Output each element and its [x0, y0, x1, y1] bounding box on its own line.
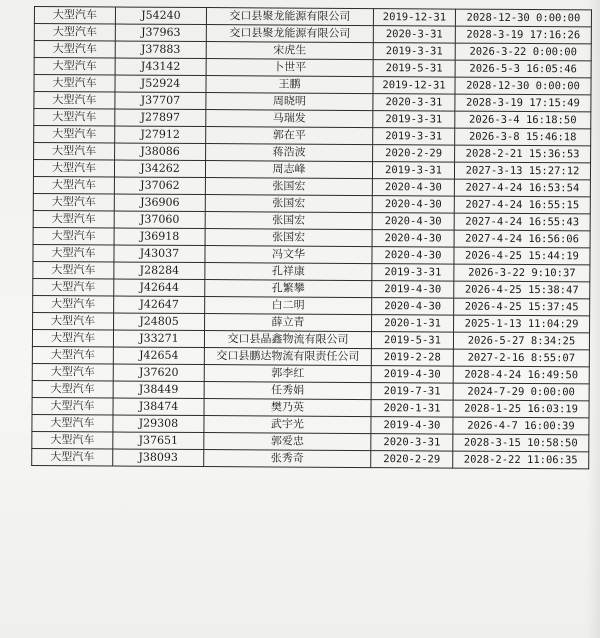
- cell-owner: 交口县晶鑫物流有限公司: [204, 331, 371, 349]
- cell-plate-number: J52924: [115, 75, 206, 93]
- cell-expiry-datetime: 2028-3-19 17:16:26: [455, 26, 591, 44]
- cell-plate-number: J37062: [114, 177, 205, 195]
- cell-start-date: 2019-3-31: [372, 162, 454, 180]
- cell-start-date: 2019-4-30: [371, 417, 453, 435]
- cell-vehicle-type: 大型汽车: [33, 244, 114, 261]
- cell-vehicle-type: 大型汽车: [33, 227, 114, 244]
- cell-vehicle-type: 大型汽车: [34, 58, 115, 75]
- cell-owner: 王鹏: [206, 76, 373, 94]
- cell-vehicle-type: 大型汽车: [32, 448, 113, 465]
- cell-owner: 冯文华: [205, 246, 372, 264]
- cell-start-date: 2019-2-28: [371, 349, 453, 367]
- cell-expiry-datetime: 2026-4-25 15:38:47: [454, 281, 590, 299]
- cell-vehicle-type: 大型汽车: [32, 414, 113, 431]
- cell-owner: 蒋浩波: [206, 144, 373, 162]
- cell-plate-number: J34262: [114, 160, 205, 178]
- cell-expiry-datetime: 2028-12-30 0:00:00: [455, 9, 591, 27]
- cell-plate-number: J37963: [115, 24, 206, 42]
- cell-start-date: 2020-2-29: [373, 145, 455, 163]
- cell-start-date: 2020-4-30: [372, 213, 454, 231]
- cell-expiry-datetime: 2028-1-25 16:03:19: [453, 400, 589, 418]
- cell-expiry-datetime: 2027-4-24 16:53:54: [454, 179, 590, 197]
- cell-owner: 武宇光: [204, 416, 371, 434]
- cell-start-date: 2020-1-31: [372, 315, 454, 333]
- cell-vehicle-type: 大型汽车: [32, 431, 113, 448]
- cell-owner: 张国宏: [205, 212, 372, 230]
- cell-vehicle-type: 大型汽车: [34, 109, 115, 126]
- cell-owner: 交口县聚龙能源有限公司: [206, 8, 373, 26]
- cell-owner: 张国宏: [205, 229, 372, 247]
- cell-owner: 郭爱忠: [204, 433, 371, 451]
- cell-expiry-datetime: 2028-3-19 17:15:49: [455, 94, 591, 112]
- cell-plate-number: J43037: [114, 245, 205, 263]
- cell-vehicle-type: 大型汽车: [32, 329, 113, 346]
- cell-vehicle-type: 大型汽车: [34, 41, 115, 58]
- cell-owner: 张国宏: [205, 178, 372, 196]
- cell-expiry-datetime: 2026-5-27 8:34:25: [453, 332, 589, 350]
- cell-owner: 白二明: [205, 297, 372, 315]
- cell-plate-number: J24805: [114, 313, 205, 331]
- cell-expiry-datetime: 2028-2-21 15:36:53: [455, 145, 591, 163]
- cell-expiry-datetime: 2027-4-24 16:55:43: [454, 213, 590, 231]
- cell-owner: 薛立青: [205, 314, 372, 332]
- table-row: [32, 448, 589, 468]
- cell-start-date: 2020-4-30: [372, 298, 454, 316]
- cell-start-date: 2020-2-29: [371, 451, 453, 469]
- cell-plate-number: J27897: [115, 109, 206, 127]
- cell-owner: 卜世平: [206, 59, 373, 77]
- cell-vehicle-type: 大型汽车: [34, 92, 115, 109]
- cell-owner: 张秀奇: [204, 450, 371, 468]
- cell-vehicle-type: 大型汽车: [33, 193, 114, 210]
- cell-plate-number: J36906: [114, 194, 205, 212]
- cell-vehicle-type: 大型汽车: [32, 346, 113, 363]
- cell-owner: 马瑞发: [206, 110, 373, 128]
- cell-owner: 周晓明: [206, 93, 373, 111]
- cell-start-date: 2019-4-30: [371, 366, 453, 384]
- cell-owner: 郭在平: [206, 127, 373, 145]
- table-body: [32, 7, 592, 469]
- cell-expiry-datetime: 2026-4-25 15:37:45: [454, 298, 590, 316]
- cell-vehicle-type: 大型汽车: [34, 75, 115, 92]
- cell-start-date: 2019-12-31: [373, 77, 455, 95]
- cell-vehicle-type: 大型汽车: [33, 278, 114, 295]
- cell-plate-number: J38449: [113, 381, 204, 399]
- cell-expiry-datetime: 2027-2-16 8:55:07: [453, 349, 589, 367]
- cell-start-date: 2020-4-30: [372, 179, 454, 197]
- cell-expiry-datetime: 2025-1-13 11:04:29: [454, 315, 590, 333]
- cell-plate-number: J42654: [113, 347, 204, 365]
- cell-start-date: 2020-1-31: [371, 400, 453, 418]
- cell-owner: 宋虎生: [206, 42, 373, 60]
- cell-expiry-datetime: 2027-4-24 16:55:15: [454, 196, 590, 214]
- cell-start-date: 2019-3-31: [373, 43, 455, 61]
- cell-vehicle-type: 大型汽车: [32, 380, 113, 397]
- cell-plate-number: J37620: [113, 364, 204, 382]
- cell-plate-number: J38086: [115, 143, 206, 161]
- cell-expiry-datetime: 2026-3-8 15:46:18: [455, 128, 591, 146]
- cell-plate-number: J28284: [114, 262, 205, 280]
- cell-plate-number: J33271: [113, 330, 204, 348]
- cell-plate-number: J42644: [114, 279, 205, 297]
- page-edge-shadow: [586, 0, 600, 638]
- cell-start-date: 2019-5-31: [373, 60, 455, 78]
- cell-start-date: 2020-3-31: [371, 434, 453, 452]
- cell-vehicle-type: 大型汽车: [32, 397, 113, 414]
- cell-expiry-datetime: 2028-4-24 16:49:50: [453, 366, 589, 384]
- cell-plate-number: J43142: [115, 58, 206, 76]
- cell-plate-number: J37651: [113, 432, 204, 450]
- cell-start-date: 2020-4-30: [372, 247, 454, 265]
- cell-vehicle-type: 大型汽车: [33, 160, 114, 177]
- cell-vehicle-type: 大型汽车: [34, 126, 115, 143]
- cell-plate-number: J29308: [113, 415, 204, 433]
- cell-vehicle-type: 大型汽车: [34, 143, 115, 160]
- cell-plate-number: J37060: [114, 211, 205, 229]
- cell-start-date: 2019-12-31: [373, 9, 455, 27]
- cell-expiry-datetime: 2026-3-22 9:10:37: [454, 264, 590, 282]
- cell-start-date: 2019-4-30: [372, 281, 454, 299]
- cell-plate-number: J27912: [115, 126, 206, 144]
- cell-vehicle-type: 大型汽车: [32, 363, 113, 380]
- cell-vehicle-type: 大型汽车: [34, 7, 115, 24]
- cell-vehicle-type: 大型汽车: [33, 295, 114, 312]
- cell-owner: 周志峰: [205, 161, 372, 179]
- cell-expiry-datetime: 2026-3-4 16:18:50: [455, 111, 591, 129]
- cell-start-date: 2019-3-31: [372, 264, 454, 282]
- cell-expiry-datetime: 2026-4-25 15:44:19: [454, 247, 590, 265]
- cell-vehicle-type: 大型汽车: [33, 210, 114, 227]
- cell-expiry-datetime: 2024-7-29 0:00:00: [453, 383, 589, 401]
- cell-plate-number: J54240: [115, 7, 206, 25]
- cell-expiry-datetime: 2027-4-24 16:56:06: [454, 230, 590, 248]
- cell-vehicle-type: 大型汽车: [34, 24, 115, 41]
- cell-plate-number: J38093: [113, 449, 204, 467]
- cell-start-date: 2019-3-31: [373, 111, 455, 129]
- cell-owner: 交口县聚龙能源有限公司: [206, 25, 373, 43]
- cell-expiry-datetime: 2028-2-22 11:06:35: [453, 451, 589, 469]
- cell-plate-number: J37707: [115, 92, 206, 110]
- cell-owner: 孔繁攀: [205, 280, 372, 298]
- cell-expiry-datetime: 2027-3-13 15:27:12: [454, 162, 590, 180]
- cell-start-date: 2019-5-31: [371, 332, 453, 350]
- cell-expiry-datetime: 2028-12-30 0:00:00: [455, 77, 591, 95]
- cell-owner: 孔祥康: [205, 263, 372, 281]
- vehicle-registry-table: [31, 6, 592, 469]
- cell-plate-number: J38474: [113, 398, 204, 416]
- cell-start-date: 2020-3-31: [373, 26, 455, 44]
- cell-plate-number: J37883: [115, 41, 206, 59]
- cell-plate-number: J42647: [114, 296, 205, 314]
- cell-expiry-datetime: 2026-3-22 0:00:00: [455, 43, 591, 61]
- cell-start-date: 2020-3-31: [373, 94, 455, 112]
- cell-start-date: 2020-4-30: [372, 230, 454, 248]
- cell-vehicle-type: 大型汽车: [33, 176, 114, 193]
- cell-start-date: 2019-3-31: [373, 128, 455, 146]
- cell-owner: 张国宏: [205, 195, 372, 213]
- cell-expiry-datetime: 2026-4-7 16:00:39: [453, 417, 589, 435]
- cell-start-date: 2020-4-30: [372, 196, 454, 214]
- cell-owner: 任秀娟: [204, 382, 371, 400]
- cell-vehicle-type: 大型汽车: [33, 261, 114, 278]
- cell-expiry-datetime: 2028-3-15 10:58:50: [453, 434, 589, 452]
- cell-owner: 交口县鹏达物流有限责任公司: [204, 348, 371, 366]
- cell-vehicle-type: 大型汽车: [33, 312, 114, 329]
- cell-owner: 樊乃英: [204, 399, 371, 417]
- cell-owner: 郭李红: [204, 365, 371, 383]
- cell-plate-number: J36918: [114, 228, 205, 246]
- cell-start-date: 2019-7-31: [371, 383, 453, 401]
- cell-expiry-datetime: 2026-5-3 16:05:46: [455, 60, 591, 78]
